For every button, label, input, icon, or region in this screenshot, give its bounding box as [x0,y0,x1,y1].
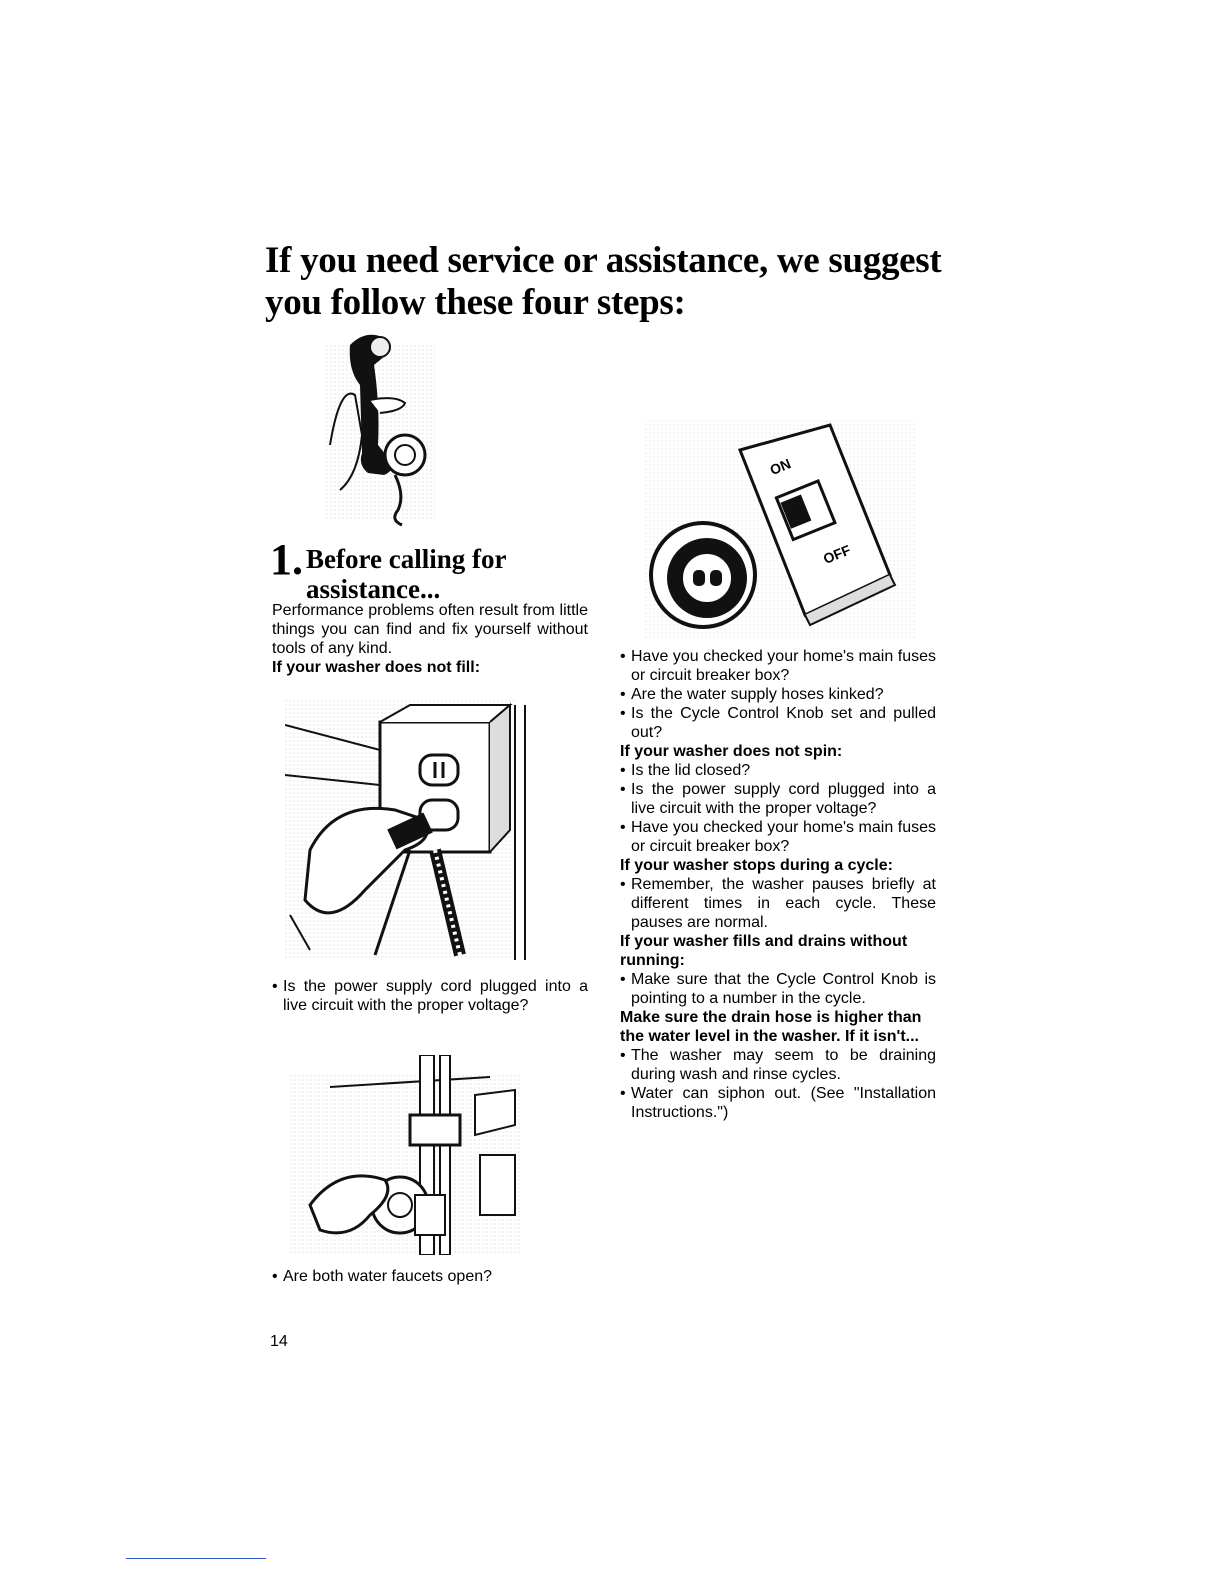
step-1-heading [270,535,610,604]
list-item: • Is the power supply cord plugged into a live circuit with the proper voltage? [620,780,936,818]
faucet-illustration [290,1055,530,1255]
breaker-off-label: OFF [820,541,853,567]
stops-heading: If your washer stops during a cycle: [620,857,893,874]
step-number: 1. [270,535,303,584]
not-fill-list-continued [620,647,936,742]
page-number: 14 [270,1333,288,1350]
list-item: • Are both water faucets open? [272,1267,588,1286]
list-item: • Are the water supply hoses kinked? [620,685,936,704]
list-item: • Remember, the washer pauses briefly at different times in each cycle. These pauses are normal. [620,875,936,932]
list-item: • Make sure that the Cycle Control Knob is pointing to a number in the cycle. [620,970,936,1008]
fuse-breaker-illustration [645,420,915,640]
left-column [272,601,588,677]
drain-hose-heading: Make sure the drain hose is higher than the water level in the washer. If it isn't... [620,1009,922,1045]
list-item: • Have you checked your home's main fuses or circuit breaker box? [620,647,936,685]
right-column [620,647,936,1122]
intro-paragraph: Performance problems often result from little things you can find and fix yourself without tools of any kind. [272,602,588,657]
telephone-illustration [310,325,450,530]
list-item: • Is the Cycle Control Knob set and pulled out? [620,704,936,742]
footer-rule [126,1558,266,1559]
cord-bullet-block [272,977,588,1015]
page-title: If you need service or assistance, we suggest you follow these four steps: [265,240,942,323]
list-item: • Water can siphon out. (See "Installation Instructions.") [620,1084,936,1122]
breaker-on-label: ON [767,455,793,479]
fills-drains-list [620,970,936,1008]
outlet-plug-illustration [285,700,545,965]
list-item: • Have you checked your home's main fuses or circuit breaker box? [620,818,936,856]
faucet-bullet-block [272,1267,588,1286]
list-item: • Is the lid closed? [620,761,936,780]
step-title: Before calling for assistance... [306,544,506,604]
not-spin-heading: If your washer does not spin: [620,743,843,760]
fills-drains-heading: If your washer fills and drains without running: [620,933,908,969]
list-item: • The washer may seem to be draining during wash and rinse cycles. [620,1046,936,1084]
not-fill-heading: If your washer does not fill: [272,659,481,676]
stops-list [620,875,936,932]
not-spin-list [620,761,936,856]
drain-hose-list [620,1046,936,1122]
list-item: • Is the power supply cord plugged into a live circuit with the proper voltage? [272,977,588,1015]
